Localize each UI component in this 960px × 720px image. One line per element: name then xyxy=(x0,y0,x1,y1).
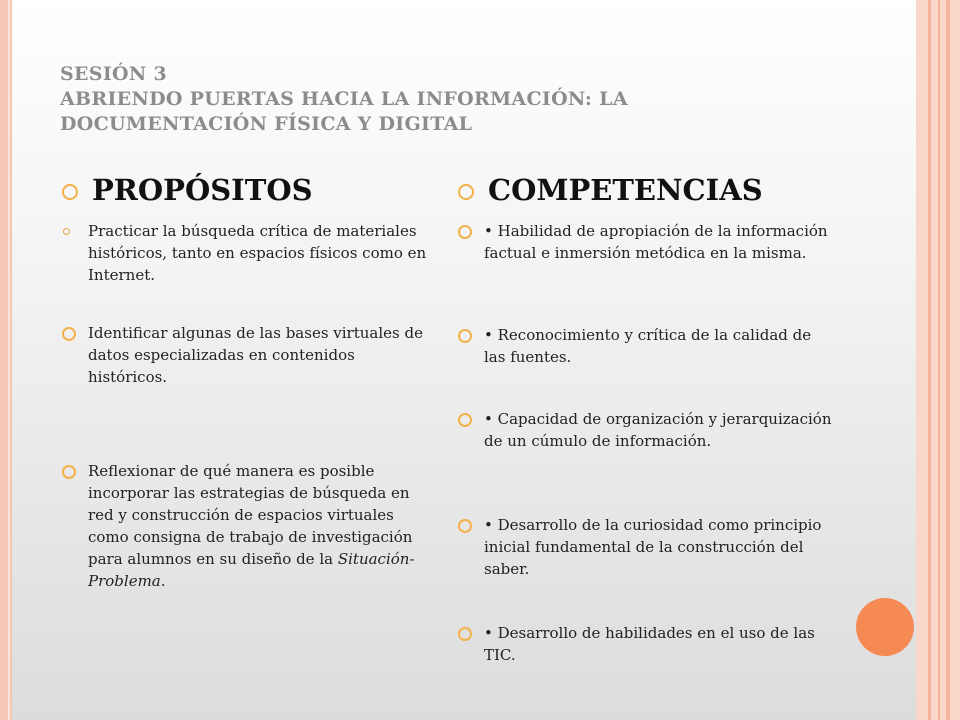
band-line xyxy=(938,0,940,720)
ring-bullet-icon xyxy=(458,225,472,239)
propositos-column xyxy=(60,170,440,590)
ring-bullet-icon xyxy=(458,519,472,533)
competencia-item-text: • Habilidad de apropiación de la información factual e inmersión metódica en la misma. xyxy=(484,222,828,262)
competencia-item xyxy=(456,408,834,452)
competencia-item-text: • Capacidad de organización y jerarquización de un cúmulo de información. xyxy=(484,410,832,450)
competencias-heading xyxy=(456,170,836,210)
proposito-item xyxy=(60,460,438,592)
title-line-1: SESIÓN 3 xyxy=(60,63,167,85)
competencias-column xyxy=(456,170,836,664)
left-decorative-stripe xyxy=(0,0,12,720)
right-decorative-band xyxy=(916,0,960,720)
small-ring-bullet-icon xyxy=(63,228,70,235)
proposito-item-text: Identificar algunas de las bases virtuales de datos especializadas en contenidos históricos. xyxy=(88,324,423,386)
orange-circle-decoration xyxy=(856,598,914,656)
ring-bullet-icon xyxy=(458,627,472,641)
band-line xyxy=(928,0,931,720)
proposito-item xyxy=(60,322,438,388)
title-line-2: ABRIENDO PUERTAS HACIA LA INFORMACIÓN: LA xyxy=(60,88,628,110)
propositos-heading-text: PROPÓSITOS xyxy=(92,173,313,207)
ring-bullet-icon xyxy=(62,184,78,200)
situacion-problema-emphasis: Situación-Problema xyxy=(88,550,415,590)
proposito-item xyxy=(60,220,438,286)
proposito-item-text xyxy=(88,460,438,592)
proposito-item-text-tail: . xyxy=(160,572,166,590)
competencia-item xyxy=(456,324,834,368)
slide-title xyxy=(60,62,900,137)
competencia-item xyxy=(456,514,834,580)
ring-bullet-icon xyxy=(458,329,472,343)
competencia-item-text: • Reconocimiento y crítica de la calidad de las fuentes. xyxy=(484,326,812,366)
competencia-item-text: • Desarrollo de habilidades en el uso de las TIC. xyxy=(484,624,815,664)
band-line xyxy=(946,0,950,720)
ring-bullet-icon xyxy=(458,413,472,427)
title-line-3: DOCUMENTACIÓN FÍSICA Y DIGITAL xyxy=(60,113,473,135)
competencia-item xyxy=(456,622,834,666)
competencias-heading-text: COMPETENCIAS xyxy=(488,173,763,207)
proposito-item-text: Practicar la búsqueda crítica de materiales históricos, tanto en espacios físicos como en Internet. xyxy=(88,222,427,284)
ring-bullet-icon xyxy=(458,184,474,200)
proposito-item-text-main: Reflexionar de qué manera es posible incorporar las estrategias de búsqueda en red y construcción de espacios virtuales como consigna de trabajo de investigación para alumnos en su diseño de la xyxy=(88,462,413,568)
competencia-item xyxy=(456,220,834,264)
ring-bullet-icon xyxy=(62,465,76,479)
propositos-heading xyxy=(60,170,440,210)
ring-bullet-icon xyxy=(62,327,76,341)
competencia-item-text: • Desarrollo de la curiosidad como principio inicial fundamental de la construcción del saber. xyxy=(484,516,822,578)
